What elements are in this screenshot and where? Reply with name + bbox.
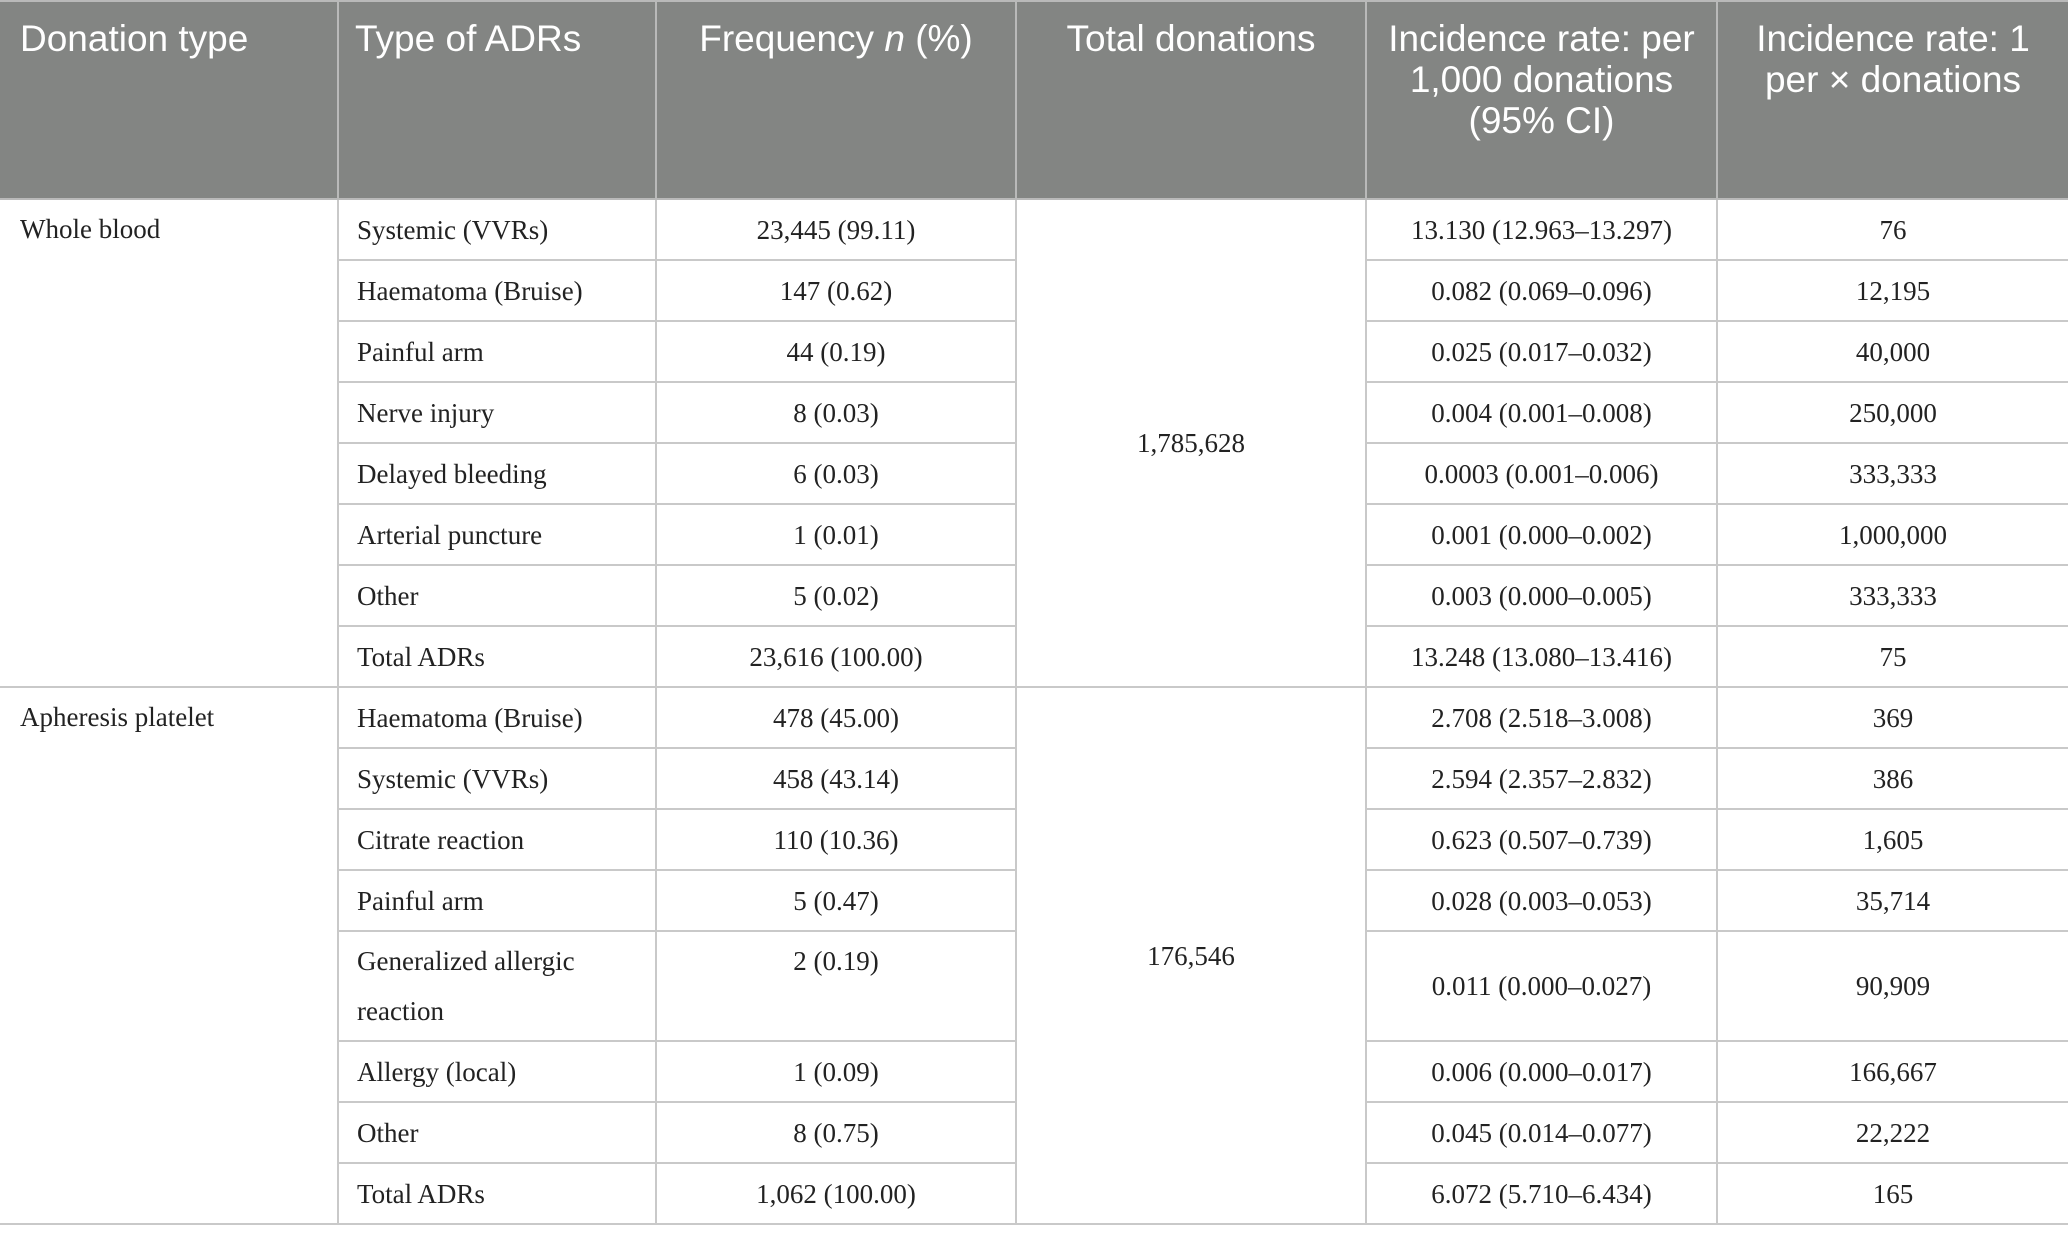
adr-type-cell: Other	[338, 565, 656, 626]
incidence-rate-cell: 13.130 (12.963–13.297)	[1366, 199, 1717, 260]
header-frequency-prefix: Frequency	[699, 18, 885, 59]
header-row	[0, 1, 2068, 199]
incidence-rate-cell: 0.028 (0.003–0.053)	[1366, 870, 1717, 931]
frequency-cell: 8 (0.03)	[656, 382, 1016, 443]
adr-type-cell: Total ADRs	[338, 1163, 656, 1224]
incidence-rate-cell: 0.082 (0.069–0.096)	[1366, 260, 1717, 321]
header-type-of-adrs: Type of ADRs	[338, 1, 656, 199]
incidence-rate-cell: 0.0003 (0.001–0.006)	[1366, 443, 1717, 504]
one-per-x-cell: 12,195	[1717, 260, 2068, 321]
one-per-x-cell: 165	[1717, 1163, 2068, 1224]
frequency-cell: 2 (0.19)	[656, 931, 1016, 1041]
adr-type-cell: Allergy (local)	[338, 1041, 656, 1102]
frequency-cell: 44 (0.19)	[656, 321, 1016, 382]
one-per-x-cell: 76	[1717, 199, 2068, 260]
one-per-x-cell: 386	[1717, 748, 2068, 809]
total-donations-cell: 176,546	[1016, 687, 1366, 1224]
table-row	[0, 199, 2068, 260]
one-per-x-cell: 1,000,000	[1717, 504, 2068, 565]
frequency-cell: 5 (0.02)	[656, 565, 1016, 626]
adr-type-cell: Painful arm	[338, 321, 656, 382]
adr-type-cell: Delayed bleeding	[338, 443, 656, 504]
frequency-cell: 147 (0.62)	[656, 260, 1016, 321]
frequency-cell: 23,616 (100.00)	[656, 626, 1016, 687]
adr-type-cell: Generalized allergic reaction	[338, 931, 656, 1041]
one-per-x-cell: 166,667	[1717, 1041, 2068, 1102]
donation-type-cell: Apheresis platelet	[0, 687, 338, 1224]
one-per-x-cell: 75	[1717, 626, 2068, 687]
header-incidence-per-1000: Incidence rate: per 1,000 donations (95% CI)	[1366, 1, 1717, 199]
one-per-x-cell: 90,909	[1717, 931, 2068, 1041]
incidence-rate-cell: 0.011 (0.000–0.027)	[1366, 931, 1717, 1041]
incidence-rate-cell: 13.248 (13.080–13.416)	[1366, 626, 1717, 687]
header-incidence-one-per-x: Incidence rate: 1 per × donations	[1717, 1, 2068, 199]
frequency-cell: 1 (0.01)	[656, 504, 1016, 565]
adr-type-cell: Other	[338, 1102, 656, 1163]
frequency-cell: 458 (43.14)	[656, 748, 1016, 809]
adr-type-cell: Total ADRs	[338, 626, 656, 687]
adr-type-cell: Citrate reaction	[338, 809, 656, 870]
header-frequency	[656, 1, 1016, 199]
adr-type-cell: Haematoma (Bruise)	[338, 260, 656, 321]
one-per-x-cell: 333,333	[1717, 565, 2068, 626]
header-total-donations: Total donations	[1016, 1, 1366, 199]
incidence-rate-cell: 0.006 (0.000–0.017)	[1366, 1041, 1717, 1102]
one-per-x-cell: 22,222	[1717, 1102, 2068, 1163]
incidence-rate-cell: 0.004 (0.001–0.008)	[1366, 382, 1717, 443]
frequency-cell: 110 (10.36)	[656, 809, 1016, 870]
table-row	[0, 687, 2068, 748]
adr-type-cell: Systemic (VVRs)	[338, 199, 656, 260]
donation-type-cell: Whole blood	[0, 199, 338, 687]
adr-type-cell: Nerve injury	[338, 382, 656, 443]
one-per-x-cell: 35,714	[1717, 870, 2068, 931]
header-donation-type: Donation type	[0, 1, 338, 199]
incidence-rate-cell: 2.708 (2.518–3.008)	[1366, 687, 1717, 748]
frequency-cell: 1 (0.09)	[656, 1041, 1016, 1102]
one-per-x-cell: 369	[1717, 687, 2068, 748]
header-frequency-suffix: (%)	[904, 18, 973, 59]
one-per-x-cell: 40,000	[1717, 321, 2068, 382]
frequency-cell: 478 (45.00)	[656, 687, 1016, 748]
frequency-cell: 5 (0.47)	[656, 870, 1016, 931]
frequency-cell: 8 (0.75)	[656, 1102, 1016, 1163]
incidence-rate-cell: 0.001 (0.000–0.002)	[1366, 504, 1717, 565]
one-per-x-cell: 1,605	[1717, 809, 2068, 870]
incidence-rate-cell: 0.045 (0.014–0.077)	[1366, 1102, 1717, 1163]
one-per-x-cell: 333,333	[1717, 443, 2068, 504]
incidence-rate-cell: 2.594 (2.357–2.832)	[1366, 748, 1717, 809]
incidence-rate-cell: 6.072 (5.710–6.434)	[1366, 1163, 1717, 1224]
frequency-cell: 23,445 (99.11)	[656, 199, 1016, 260]
frequency-cell: 1,062 (100.00)	[656, 1163, 1016, 1224]
header-frequency-n: n	[884, 18, 905, 59]
incidence-rate-cell: 0.623 (0.507–0.739)	[1366, 809, 1717, 870]
adr-type-cell: Arterial puncture	[338, 504, 656, 565]
total-donations-cell: 1,785,628	[1016, 199, 1366, 687]
adr-type-cell: Painful arm	[338, 870, 656, 931]
incidence-rate-cell: 0.025 (0.017–0.032)	[1366, 321, 1717, 382]
adr-type-cell: Systemic (VVRs)	[338, 748, 656, 809]
frequency-cell: 6 (0.03)	[656, 443, 1016, 504]
incidence-rate-cell: 0.003 (0.000–0.005)	[1366, 565, 1717, 626]
one-per-x-cell: 250,000	[1717, 382, 2068, 443]
table-body	[0, 199, 2068, 1224]
adr-type-cell: Haematoma (Bruise)	[338, 687, 656, 748]
